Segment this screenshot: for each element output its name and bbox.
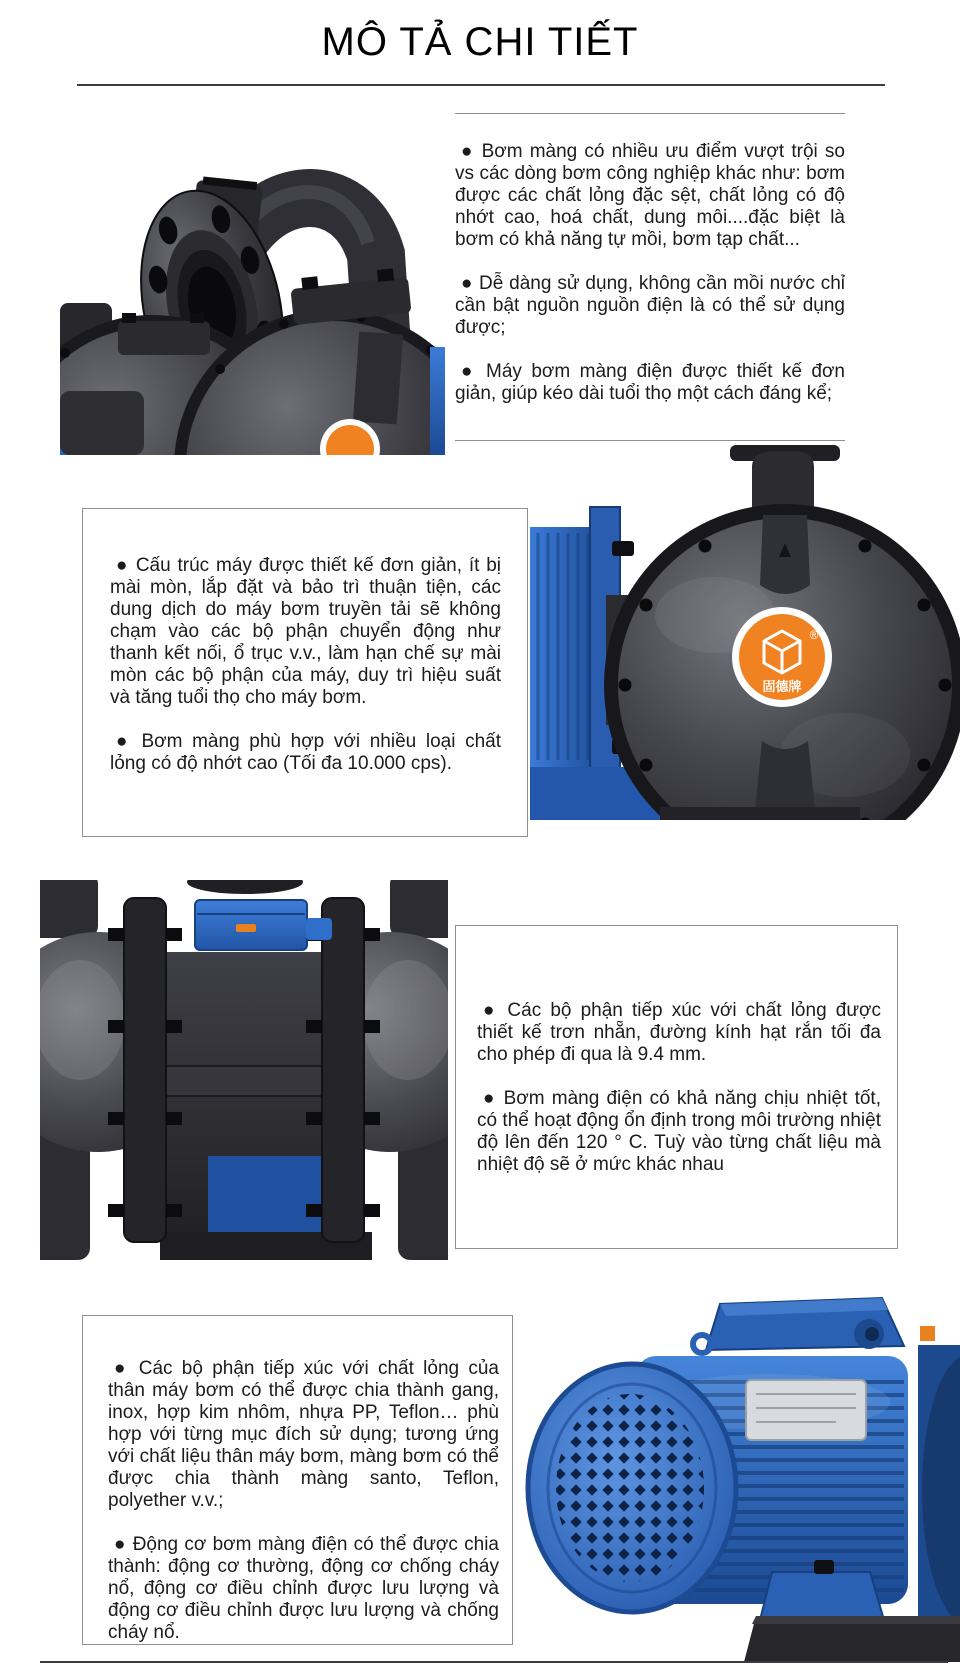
warning-sticker — [920, 1326, 935, 1341]
bullet-paragraph: ● Các bộ phận tiếp xúc với chất lỏng của thân máy bơm có thể được chia thành gang, inox, hợp kim nhôm, nhựa PP, Teflon… phù hợp với từng mục đích sử dụng; tương ứng với chất liệu thân máy bơm, màng bơm có thể được chia thành màng santo, Teflon, polyether v.v.; — [108, 1358, 499, 1511]
cross-bar — [146, 1066, 342, 1096]
description-box-4 — [82, 1315, 513, 1645]
foot-bolt — [814, 1560, 834, 1574]
fan-grille-holes — [556, 1394, 704, 1582]
brand-logo-text: 固德牌 — [762, 679, 802, 694]
fan-cover — [528, 1364, 736, 1612]
bullet-paragraph: ● Bơm màng có nhiều ưu điểm vượt trội so vs các dòng bơm công nghiệp khác như: bơm được các chất lỏng đặc sệt, chất lỏng có độ nhớt cao, hoá chất, dung môi....đặc biệt là bơm có khả năng tự mồi, bơm tạp chất... — [455, 141, 845, 250]
description-box-3 — [455, 925, 898, 1249]
bullet-paragraph: ● Bơm màng điện có khả năng chịu nhiệt tốt, có thể hoạt động ổn định trong môi trường nhiệt độ lên đến 120 ° C. Tuỳ vào từng chất liệu mà nhiệt độ sẽ ở mức khác nhau — [477, 1088, 881, 1175]
base-edge — [752, 1616, 960, 1624]
bullet-paragraph: ● Dễ dàng sử dụng, không cần mồi nước chỉ cần bật nguồn nguồn điện là có thể sử dụng được; — [455, 273, 845, 338]
pump-leg — [60, 391, 144, 455]
registered-mark: ® — [809, 628, 819, 642]
terminal-box — [693, 1298, 904, 1353]
bottom-divider-line — [40, 1661, 948, 1663]
bullet-paragraph: ● Bơm màng phù hợp với nhiều loại chất lỏng có độ nhớt cao (Tối đa 10.000 cps). — [110, 731, 501, 774]
pump-flange-elbow-photo — [60, 95, 445, 455]
pump-front-face-photo — [530, 445, 960, 820]
bullet-paragraph: ● Cấu trúc máy được thiết kế đơn giản, ít bị mài mòn, lắp đặt và bảo trì thuận tiện, các dung dịch do máy bơm truyền tải sẽ không chạm vào các bộ phận chuyển động như thanh kết nối, ổ trục v.v., làm hạn chế sự mài mòn các bộ phận của máy, duy trì hiệu suất và tăng tuổi thọ cho máy bơm. — [110, 555, 501, 708]
title-divider-line — [77, 84, 885, 86]
bullet-paragraph: ● Các bộ phận tiếp xúc với chất lỏng được thiết kế trơn nhẵn, đường kính hạt rắn tối đa cho phép đi qua là 9.4 mm. — [477, 1000, 881, 1065]
nameplate — [746, 1380, 866, 1440]
bolt — [190, 313, 204, 323]
riser-pipe — [353, 332, 403, 425]
brand-logo — [732, 607, 832, 707]
blue-center-block — [208, 1156, 328, 1244]
pump-twin-chambers-photo — [40, 880, 448, 1260]
page-title: MÔ TẢ CHI TIẾT — [321, 20, 639, 64]
blue-motor-edge — [430, 347, 445, 455]
mounting-foot — [760, 1572, 884, 1620]
left-flange-block — [118, 321, 210, 355]
description-box-1 — [455, 113, 845, 441]
description-box-2 — [82, 508, 528, 837]
bottom-leg — [660, 807, 860, 820]
bolt — [122, 313, 136, 323]
bullet-paragraph: ● Động cơ bơm màng điện có thể được chia thành: động cơ thường, động cơ chống cháy nổ, động cơ điều chỉnh được lưu lượng và động cơ điều chỉnh được lưu lượng và chống cháy nổ. — [108, 1534, 499, 1643]
orange-label — [236, 924, 256, 932]
bullet-paragraph: ● Máy bơm màng điện được thiết kế đơn giản, giúp kéo dài tuổi thọ một cách đáng kể; — [455, 361, 845, 404]
electric-motor-photo — [520, 1290, 960, 1662]
